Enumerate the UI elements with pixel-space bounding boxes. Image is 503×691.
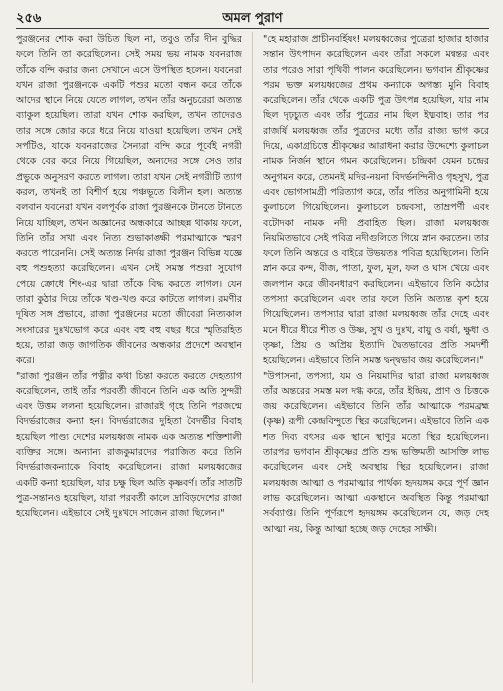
text-columns [16,32,489,683]
running-title: অমল পুরাণ [222,11,283,26]
page-header [16,10,489,29]
left-paragraph-1: পুরঞ্জনের শোক করা উচিত ছিল না, তবুও তাঁর দীন বুদ্ধির ফলে তিনি তা করেছিলেন। সেই সময় ভয় নামক যবনরাজ তাঁকে বন্দি করার জন্য সেখানে এসে উপস্থিত হলেন। যবনেরা যখন রাজা পুরঞ্জনকে একটি পশুর মতো বন্ধন করে তাঁকে আদের স্থানে নিয়ে যেতে লাগল, তখন তাঁর অনুচরেরা অত্যন্ত ব্যাকুল হয়েছিল। তারা যখন শোক করছিল, তখন তাদেরও তার সঙ্গে জোর করে ধরে নিয়ে যাওয়া হয়েছিল। তখন সেই সর্পটিও, যাকে যবনরাজের সৈন্যরা বন্দি করে পূর্বেই নগরী থেকে বের করে নিয়ে গিয়েছিল, অন্যদের সঙ্গে সেও তার প্রভুকে অনুসরণ করতে লাগল। তারা যখন সেই নগরীটি ত্যাগ করল, তখনই তা বিশীর্ণ হয়ে পঞ্চভূতে বিলীন হল। অত্যন্ত বলবান যবনেরা যখন বলপূর্বক রাজা পুরঞ্জনকে টানতে টানতে নিয়ে যাচ্ছিল, তখন অজ্ঞানের অন্ধকারে আচ্ছন্ন থাকায় ফলে, তিনি তাঁর সখা এবং নিত্য শুভাকাঙ্ক্ষী পরমাত্মাকে স্মরণ করতে পারেননি। সেই অত্যন্ত নির্দয় রাজা পুরঞ্জন বিভিন্ন যজ্ঞে বহু পশুহত্যা করেছিলেন। এখন সেই সমস্ত পশুরা সুযোগ পেয়ে ক্রোধে শিং-এর দ্বারা তাঁকে বিদ্ধ করতে লাগল। যেন তারা কুঠার দিয়ে তাঁকে খণ্ড-খণ্ড করে কাটতে লাগল। রমণীর দূষিত সঙ্গ প্রভাবে, রাজা পুরঞ্জনের মতো জীবেরা নিত্যকাল সংসারের দুঃখভোগ করে এবং বহু বহু বছর ধরে স্মৃতিরহিত হয়ে, তারা জড় জাগতিক জীবনের অন্ধকার প্রদেশে অবস্থান করে। [16,34,242,367]
right-column [263,32,489,683]
right-paragraph-1: "হে মহারাজ প্রাচীনবর্হিষং! মলয়ধ্বজের পুত্রেরা হাজার হাজার সন্তান উৎপাদন করেছিলেন এবং তাঁরা সকলে মন্বন্তর এবং তার পরেও সারা পৃথিবী পালন করেছিলেন। ভগবান শ্রীকৃষ্ণের পরম ভক্ত মলয়ধ্বজের প্রথম কন্যাকে অগস্ত্য মুনি বিবাহ করেছিলেন। তাঁর থেকে একটি পুত্র উৎপন্ন হয়েছিল, যার নাম ছিল দৃঢ়চ্যুত এবং তাঁর পুত্রের নাম ছিল ইধ্মবাহ। তার পর রাজর্ষি মলয়ধ্বজ তাঁর পুত্রদের মধ্যে তাঁর রাজ্য ভাগ করে দিয়ে, একাগ্রচিত্তে শ্রীকৃষ্ণের আরাধনা করার উদ্দেশ্যে কুলাচল নামক নির্জন স্থানে গমন করেছিলেন। চন্দ্রিকা যেমন চন্দ্রের অনুগমন করে, তেমনই মদির-নয়না বিদর্ভনন্দিনীও গৃহসুখ, পুত্র এবং ভোগসামগ্রী পরিত্যাগ করে, তাঁর পতির অনুগামিনী হয়ে কুলাচলে গিয়েছিলেন। কুলাচলে চন্দ্রবসা, তাম্রপর্ণী এবং বটোদকা নামক নদী প্রবাহিত ছিল। রাজা মলয়ধ্বজ নিয়মিতভাবে সেই পবিত্র নদীগুলিতে গিয়ে স্নান করতেন। তার ফলে তিনি অন্তরে ও বাইরে উভয়তঃ পবিত্র হয়েছিলেন। তিনি স্নান করে কন্দ, বীজ, পাতা, ফুল, মূল, ফল ও ঘাস খেয়ে এবং জলপান করে জীবনধারণ করছিলেন। এইভাবে তিনি কঠোর তপস্যা করেছিলেন এবং তার ফলে তিনি অত্যন্ত কৃশ হয়ে গিয়েছিলেন। তপস্যার দ্বারা রাজা মলয়ধ্বজ তাঁর দেহে এবং মনে ধীরে ধীরে শীত ও উষ্ণ, সুখ ও দুঃখ, বায়ু ও বর্ষা, ক্ষুধা ও তৃষ্ণা, প্রিয় ও অপ্রিয় ইত্যাদি দ্বৈতভাবের প্রতি সমদর্শী হয়েছিলেন। এইভাবে তিনি সমস্ত দ্বন্দ্বভাব জয় করেছিলেন।" [263,34,489,367]
left-paragraph-2: "রাজা পুরঞ্জন তাঁর পত্নীর কথা চিন্তা করতে করতে দেহত্যাগ করেছিলেন, তাই তাঁর পরবর্তী জীবনে তিনি এক অতি সুন্দরী এবং উত্তম ললনা হয়েছিলেন। রাজারই গৃহে তিনি পরজন্মে বিদর্ভরাজের কন্যা হন। বিদর্ভরাজের দুহিতা বৈদর্ভীর বিবাহ হয়েছিল পাণ্ড্য দেশের মলয়ধ্বজ নামক এক অত্যন্ত শক্তিশালী ব্যক্তির সঙ্গে। অন্যান্য রাজকুমারদের পরাজিত করে তিনি বিদর্ভরাজকন্যাকে বিবাহ করেছিলেন। রাজা মলয়ধ্বজের একটি কন্যা হয়েছিল, যার চক্ষু ছিল অতি কৃষ্ণবর্ণ। তাঁর সাতটি পুত্র-সন্তানও হয়েছিল, যারা পরবর্তী কালে দ্রাবিড়দেশের রাজা হয়েছিলেন। এইভাবে সেই দুঃখদে সাজেন রাজা ছিলেন।" [16,370,242,520]
left-column [16,32,242,683]
right-paragraph-2: "উপাসনা, তপস্যা, যম ও নিয়মাদির দ্বারা রাজা মলয়ধ্বজ তাঁর অন্তরের সমস্ত মল দগ্ধ করে, তাঁর ইন্দ্রিয়, প্রাণ ও চিত্তকে জয় করেছিলেন। এইভাবে তিনি তাঁর আত্মাকে পরমব্রহ্ম (কৃষ্ণ) রূপী কেন্দ্রবিন্দুতে স্থির করেছিলেন। এইভাবে তিনি এক শত দিব্য বৎসর এক স্থানে স্থাণুর মতো স্থির হয়েছিলেন। তারপর ভগবান শ্রীকৃষ্ণের প্রতি শুদ্ধ ভক্তিমতী আসক্তি লাভ করেছিলেন এবং সেই অবস্থায় স্থির হয়েছিলেন। রাজা মলয়ধ্বজ আত্মা ও পরমাত্মার পার্থক্য হৃদয়ঙ্গম করে পূর্ণ জ্ঞান লাভ করেছিলেন। আত্মা একস্থানে অবস্থিত কিন্তু পরমাত্মা সর্বব্যাপ্ত। তিনি পূর্ণরূপে হৃদয়ঙ্গম করেছিলেন যে, জড় দেহ আত্মা নয়, কিন্তু আত্মা হচ্ছে জড় দেহের সাক্ষী। [263,370,489,535]
column-divider [252,32,253,683]
page-number: ২৫৬ [16,11,42,26]
